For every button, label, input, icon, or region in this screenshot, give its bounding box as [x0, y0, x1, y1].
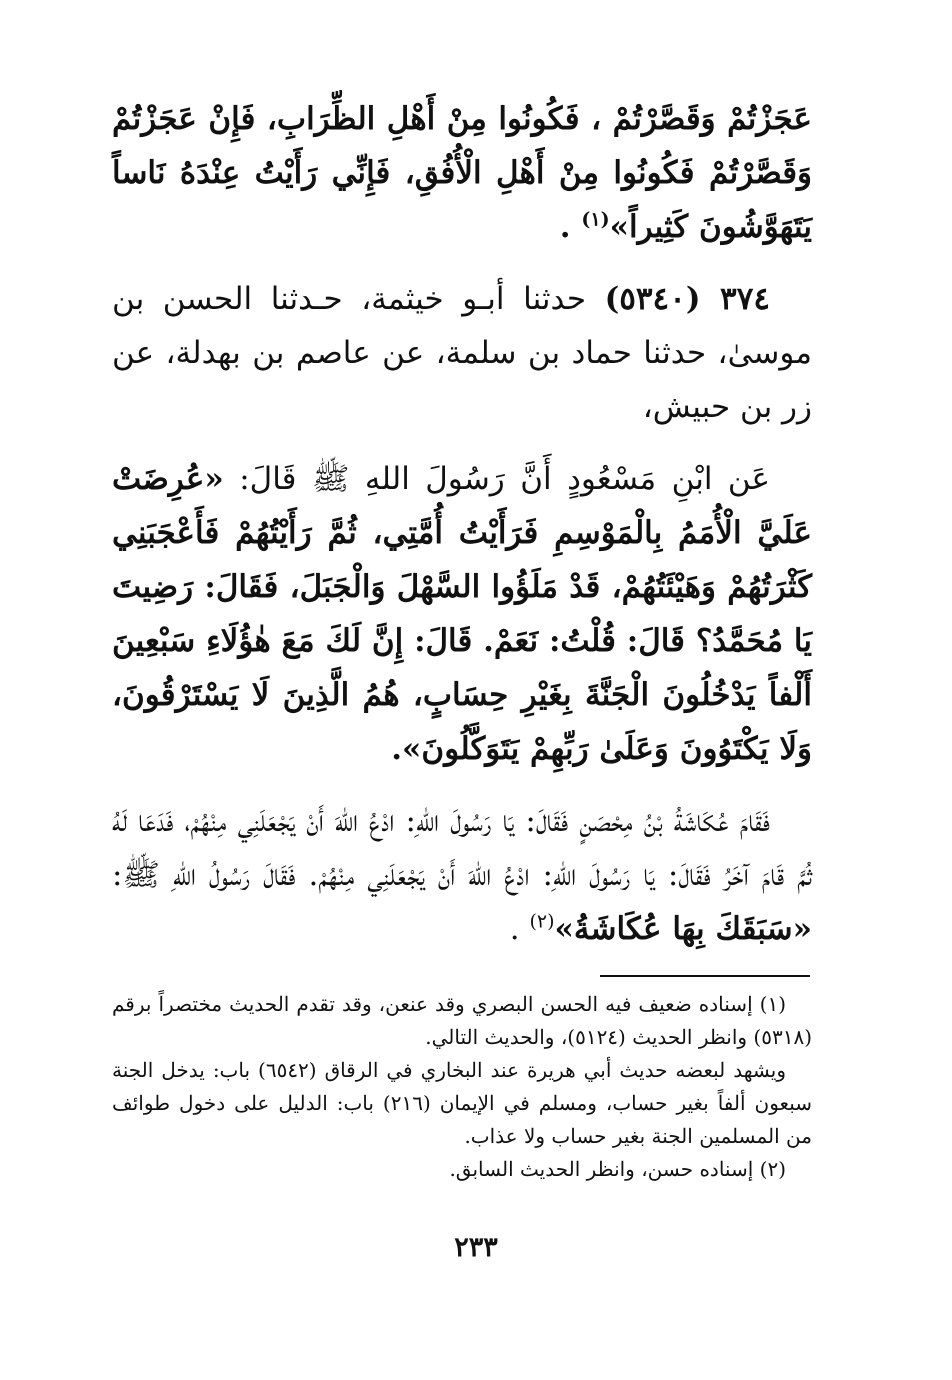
page-number: ٢٣٣ — [454, 1232, 498, 1263]
isnad-text: حدثنا أبـو خيثمة، حـدثنا الحسن بن موسىٰ، حدثنا حماد بن سلمة، عن عاصم بن بهدلة، عن زر بن حبيش، — [112, 281, 812, 425]
matn-quote: «عُرِضَتْ عَلَيَّ الْأُمَمُ بِالْمَوْسِمِ فَرَأَيْتُ أُمَّتِي، ثُمَّ رَأَيْتُهُمْ فَأَعْجَبَنِي كَثْرَتُهُمْ وَهَيْئَتُهُمْ، قَدْ مَلَؤُوا السَّهْلَ وَالْجَبَلَ، فَقَالَ: رَضِيتَ يَا مُحَمَّدُ؟ قَالَ: قُلْتُ: نَعَمْ. قَالَ: إِنَّ لَكَ مَعَ هٰؤُلَاءِ سَبْعِينَ أَلْفاً يَدْخُلُونَ الْجَنَّةَ بِغَيْرِ حِسَابٍ، هُمُ الَّذِينَ لَا يَسْتَرْقُونَ، وَلَا يَكْتَوُونَ وَعَلَىٰ رَبِّهِمْ يَتَوَكَّلُونَ». — [112, 461, 812, 767]
paragraph-continuation — [112, 92, 812, 254]
hadith-isnad — [112, 272, 812, 434]
main-text — [112, 92, 812, 974]
footnote-ref-1[interactable]: (١) — [581, 208, 610, 231]
hadith-matn — [112, 452, 812, 776]
continuation-text: فَقَامَ عُكَاشَةُ بْنُ مِحْصَنٍ فَقَالَ: يَا رَسُولَ اللهِ: ادْعُ اللهَ أَنْ يَجْعَلَنِي مِنْهُمْ، فَدَعَا لَهُ ثُمَّ قَامَ آخَرُ فَقَالَ: يَا رَسُولَ اللهِ: ادْعُ اللهَ أَنْ يَجْعَلَنِي مِنْهُمْ. فَقَالَ رَسُولُ اللهِ ﷺ: — [112, 803, 812, 893]
footnotes — [112, 988, 812, 1186]
footnote-separator — [600, 975, 810, 977]
continued-quote: عَجَزْتُمْ وَقَصَّرْتُمْ ، فَكُونُوا مِنْ أَهْلِ الظِّرَابِ، فَإِنْ عَجَزْتُمْ وَقَصَّرْتُمْ فَكُونُوا مِنْ أَهْلِ الْأُفُقِ، فَإِنِّي رَأَيْتُ عِنْدَهُ نَاساً يَتَهَوَّشُونَ كَثِيراً» — [112, 101, 812, 245]
footnote-1: (١) إسناده ضعيف فيه الحسن البصري وقد عنعن، وقد تقدم الحديث مختصراً برقم (٥٣١٨) وانظر الحديث (٥١٢٤)، والحديث التالي. — [112, 992, 812, 1049]
footnote-1-continued: ويشهد لبعضه حديث أبي هريرة عند البخاري في الرقاق (٦٥٤٢) باب: يدخل الجنة سبعون ألفاً بغير حساب، ومسلم في الإيمان (٢١٦) باب: الدليل على دخول طوائف من المسلمين الجنة بغير حساب ولا عذاب. — [112, 1058, 812, 1148]
period: . — [509, 911, 520, 947]
period: . — [559, 209, 571, 245]
footnote-ref-2[interactable]: (٢) — [529, 910, 555, 933]
hadith-continuation — [112, 794, 812, 956]
footnote-2: (٢) إسناده حسن، وانظر الحديث السابق. — [449, 1157, 786, 1181]
hadith-number: ٣٧٤ (٥٣٤٠) — [604, 281, 770, 317]
matn-intro: عَن ابْنِ مَسْعُودٍ أَنَّ رَسُولَ اللهِ ﷺ قَالَ: — [239, 461, 770, 497]
final-quote: «سَبَقَكَ بِهَا عُكَاشَةُ» — [554, 911, 812, 947]
